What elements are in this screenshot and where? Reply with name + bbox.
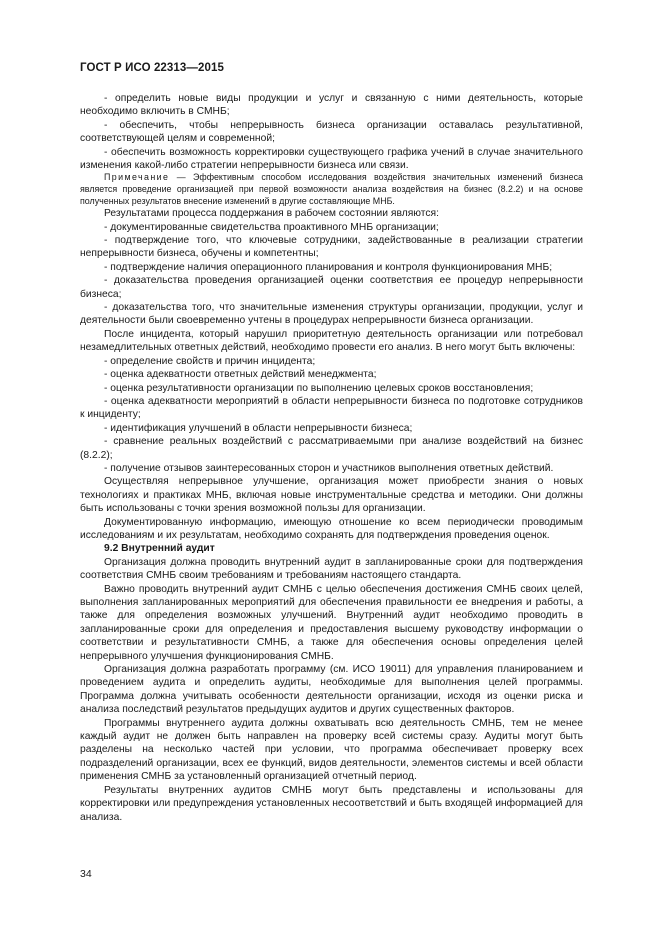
list-item: - доказательства проведения организацией оценки соответствия ее процедур непрерывности бизнеса;	[80, 275, 583, 300]
paragraph: Важно проводить внутренний аудит СМНБ с целью обеспечения достижения СМНБ своих целей, выполнения запланированных мероприятий для обеспечения правильности ее внедрения и работы, а также для определения возможных улучшений. Внутренний аудит необходимо проводить в запланированные сроки для определения и предоставления высшему руководству информации о соответствии и результативности СМНБ, а также для обеспечения основы определения целей непрерывного улучшения функционирования СМНБ.	[80, 583, 583, 662]
paragraph: Результатами процесса поддержания в рабочем состоянии являются:	[104, 208, 439, 220]
list-item: - подтверждение наличия операционного планирования и контроля функционирования МНБ;	[104, 261, 553, 273]
page-content	[80, 92, 583, 824]
list-item: - документированные свидетельства проактивного МНБ организации;	[104, 221, 439, 233]
list-item: - сравнение реальных воздействий с рассматриваемыми при анализе воздействий на бизнес (8.2.2);	[80, 436, 583, 461]
list-item: - определение свойств и причин инцидента;	[104, 355, 316, 367]
paragraph: - обеспечить возможность корректировки существующего графика учений в случае значительного изменения какой-либо стратегии непрерывности бизнеса или связи.	[80, 146, 583, 172]
paragraph: - обеспечить, чтобы непрерывность бизнеса организации оставалась результативной, соответствующей целям и современной;	[80, 119, 583, 145]
page-number: 34	[80, 868, 92, 880]
note-text: — Эффективным способом исследования воздействия значительных изменений бизнеса является проведение организацией при первой возможности анализа воздействия на бизнес (8.2.2) и на основе полученных результатов внесение изменений в другие составляющие МНБ.	[80, 172, 583, 206]
paragraph: Организация должна проводить внутренний аудит в запланированные сроки для подтверждения соответствия СМНБ своим требованиям и требованиям настоящего стандарта.	[80, 556, 583, 582]
paragraph: Документированную информацию, имеющую отношение ко всем периодически проводимым исследованиям и их результатам, необходимо сохранять для подтверждения проведения оценок.	[80, 516, 583, 541]
list-item: - оценка адекватности ответных действий менеджмента;	[104, 369, 377, 381]
paragraph: Организация должна разработать программу (см. ИСО 19011) для управления планированием и проведением аудита и определить аудиты, необходимые для выполнения целей программы. Программа должна учитывать особенности деятельности организации, исходя из оценки риска и анализа последствий результатов предыдущих аудитов и других существенных факторов.	[80, 664, 583, 716]
section-heading: 9.2 Внутренний аудит	[104, 543, 215, 555]
list-item: - подтверждение того, что ключевые сотрудники, задействованные в реализации стратегии непрерывности бизнеса, обучены и компетентны;	[80, 235, 583, 260]
list-item: - идентификация улучшений в области непрерывности бизнеса;	[104, 422, 413, 434]
list-item: - оценка адекватности мероприятий в области непрерывности бизнеса по подготовке сотрудников к инциденту;	[80, 395, 583, 421]
note-label: Примечание	[104, 172, 170, 183]
paragraph: Осуществляя непрерывное улучшение, организация может приобрести знания о новых технологиях и практиках МНБ, включая новые инструментальные средства и методики. Они должны быть использованы с точки зрения возможной пользы для организации.	[80, 476, 583, 515]
paragraph: - определить новые виды продукции и услуг и связанную с ними деятельность, которые необходимо включить в СМНБ;	[80, 93, 583, 118]
note	[80, 172, 583, 207]
paragraph: Программы внутреннего аудита должны охватывать всю деятельность СМНБ, тем не менее каждый аудит не должен быть направлен на проверку всей системы сразу. Аудиты могут быть разделены на несколько частей при условии, что программа обеспечивает проверку всех подразделений организации, всех ее функций, видов деятельности, элементов системы и всей области применения СМНБ за установленный организацией отчетный период.	[80, 717, 583, 783]
list-item: - доказательства того, что значительные изменения структуры организации, продукции, услуг и деятельности были своевременно учтены в процедурах непрерывности бизнеса организации.	[80, 302, 583, 327]
document-header: ГОСТ Р ИСО 22313—2015	[80, 62, 225, 74]
paragraph: После инцидента, который нарушил приоритетную деятельность организации или потребовал незамедлительных ответных действий, необходимо провести его анализ. В него могут быть включены:	[80, 328, 583, 354]
paragraph: Результаты внутренних аудитов СМНБ могут быть представлены и использованы для корректировки или предупреждения установленных несоответствий и быть входящей информацией для анализа.	[80, 784, 583, 823]
list-item: - оценка результативности организации по выполнению целевых сроков восстановления;	[104, 382, 534, 394]
list-item: - получение отзывов заинтересованных сторон и участников выполнения ответных действий.	[104, 462, 554, 474]
